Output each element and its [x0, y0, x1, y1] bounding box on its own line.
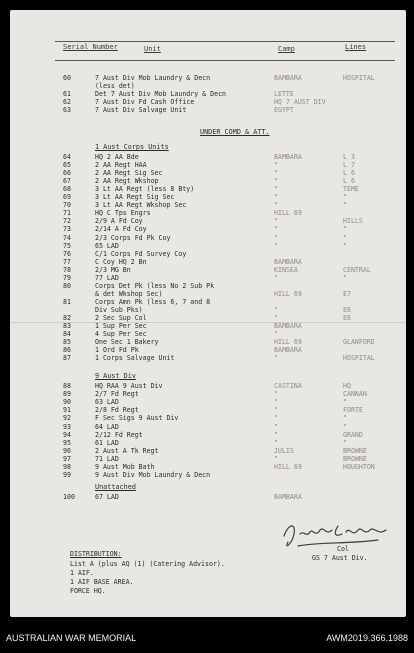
cell-camp: "	[274, 305, 278, 314]
distribution-line: FORCE HQ.	[70, 587, 106, 595]
cell-lines: "	[343, 233, 347, 242]
cell-serial: 71	[63, 209, 71, 218]
cell-unit: 1 Sup Per Sec	[95, 322, 147, 331]
cell-serial: 69	[63, 193, 71, 202]
cell-serial: 93	[63, 422, 71, 431]
cell-camp: "	[274, 330, 278, 339]
cell-lines: CANNAN	[343, 390, 367, 399]
cell-lines: E7	[343, 289, 351, 298]
cell-serial: 64	[63, 153, 71, 161]
cell-camp: "	[274, 201, 278, 210]
cell-lines: E6	[343, 305, 351, 314]
cell-serial: 75	[63, 241, 71, 250]
cell-unit: 65 LAD	[95, 241, 119, 250]
cell-unit: C Coy HQ 2 Bn	[95, 257, 147, 266]
cell-camp: "	[274, 241, 278, 250]
cell-lines: HOSPITAL	[343, 74, 375, 82]
cell-camp: "	[274, 398, 278, 407]
cell-camp: KINSEA	[274, 265, 298, 274]
cell-unit: 2/7 Fd Regt	[95, 390, 139, 399]
cell-serial: 81	[63, 297, 71, 306]
cell-unit: C/1 Corps Fd Survey Coy	[95, 249, 187, 258]
section-9div-heading: 9 Aust Div	[95, 372, 136, 380]
cell-unit: & det Wkshop Sec)	[95, 289, 163, 298]
cell-camp: "	[274, 217, 278, 226]
cell-unit: 64 LAD	[95, 422, 119, 431]
cell-unit: 3 Lt AA Regt Wkshop Sec	[95, 201, 187, 210]
cell-serial: 98	[63, 463, 71, 471]
cell-lines: HQ	[343, 382, 351, 390]
cell-serial: 66	[63, 169, 71, 178]
cell-camp: "	[274, 233, 278, 242]
cell-unit: 7 Aust Div Mob Laundry & Decn	[95, 74, 211, 82]
cell-lines: BROWNE	[343, 454, 367, 463]
cell-camp: "	[274, 225, 278, 234]
cell-camp: "	[274, 161, 278, 170]
cell-lines: FORTE	[343, 406, 363, 415]
cell-unit: 2/3 Corps Fd Pk Coy	[95, 233, 171, 242]
cell-unit: Det 7 Aust Div Mob Laundry & Decn	[95, 90, 227, 98]
cell-camp: "	[274, 422, 278, 431]
cell-unit: 9 Aust Mob Bath	[95, 463, 155, 471]
cell-unit: (less det)	[95, 82, 135, 90]
cell-serial: 76	[63, 249, 71, 258]
cell-camp: "	[274, 193, 278, 202]
cell-serial: 60	[63, 74, 71, 82]
cell-serial: 92	[63, 414, 71, 423]
cell-unit: 67 LAD	[95, 493, 119, 501]
cell-lines: "	[343, 438, 347, 447]
under-command-heading: UNDER COMD & ATT.	[200, 128, 270, 136]
cell-camp: HILL 69	[274, 289, 302, 298]
cell-serial: 65	[63, 161, 71, 170]
cell-unit: 2/14 A Fd Coy	[95, 225, 147, 234]
cell-unit: 9 Aust Div Mob Laundry & Decn	[95, 471, 211, 480]
cell-unit: Div Sub Pks)	[95, 305, 143, 314]
cell-unit: 2 AA Regt HAA	[95, 161, 147, 170]
distribution-line: 1 AIF BASE AREA.	[70, 578, 134, 586]
cell-camp: EGYPT	[274, 106, 294, 114]
cell-camp: BAMBARA	[274, 74, 302, 82]
cell-camp: "	[274, 169, 278, 178]
cell-serial: 97	[63, 454, 71, 463]
signature-appointment: GS 7 Aust Div.	[312, 554, 368, 562]
cell-lines: HOSPITAL	[343, 354, 375, 363]
header-lines: Lines	[345, 43, 367, 51]
cell-serial: 90	[63, 398, 71, 407]
cell-unit: 2/8 Fd Regt	[95, 406, 139, 415]
document-page	[10, 10, 406, 617]
cell-serial: 88	[63, 382, 71, 390]
cell-lines: TEME	[343, 185, 359, 194]
cell-unit: 2 Sec Sup Col	[95, 314, 147, 322]
cell-serial: 78	[63, 265, 71, 274]
cell-lines: GRAND	[343, 430, 363, 439]
footer-accession: AWM2019.366.1988	[326, 633, 408, 643]
cell-lines: L 7	[343, 161, 355, 170]
cell-unit: 71 LAD	[95, 454, 119, 463]
cell-lines: "	[343, 201, 347, 210]
cell-serial: 85	[63, 338, 71, 347]
cell-camp: BAMBARA	[274, 257, 302, 266]
cell-unit: F Sec Sigs 9 Aust Div	[95, 414, 179, 423]
cell-camp: "	[274, 414, 278, 423]
cell-unit: 2/12 Fd Regt	[95, 430, 143, 439]
cell-camp: "	[274, 406, 278, 415]
cell-unit: 63 LAD	[95, 398, 119, 407]
cell-serial: 83	[63, 322, 71, 331]
distribution-heading: DISTRIBUTION:	[70, 550, 122, 558]
cell-lines: L 3	[343, 153, 355, 161]
cell-unit: 61 LAD	[95, 438, 119, 447]
table-row	[10, 106, 406, 115]
cell-lines: HILLS	[343, 217, 363, 226]
header-serial: Serial Number	[63, 43, 118, 51]
cell-unit: 3 Lt AA Regt (less 8 Bty)	[95, 185, 195, 194]
cell-serial: 77	[63, 257, 71, 266]
cell-serial: 99	[63, 471, 71, 480]
cell-serial: 82	[63, 314, 71, 322]
cell-unit: Corps Det Pk (less No 2 Sub Pk	[95, 281, 215, 290]
cell-serial: 89	[63, 390, 71, 399]
cell-unit: 7 Aust Div Fd Cash Office	[95, 98, 195, 106]
cell-lines: "	[343, 422, 347, 431]
section-corps-heading: 1 Aust Corps Units	[95, 143, 169, 151]
cell-unit: HQ RAA 9 Aust Div	[95, 382, 163, 390]
cell-serial: 94	[63, 430, 71, 439]
cell-serial: 62	[63, 98, 71, 106]
archive-footer	[0, 617, 414, 653]
cell-lines: L 6	[343, 177, 355, 186]
cell-camp: BAMBARA	[274, 493, 302, 501]
header-rule-top	[55, 41, 395, 42]
cell-camp: "	[274, 177, 278, 186]
cell-camp: "	[274, 390, 278, 399]
cell-unit: HQ C Tps Engrs	[95, 209, 151, 218]
cell-serial: 96	[63, 446, 71, 455]
cell-camp: BAMBARA	[274, 346, 302, 355]
cell-serial: 73	[63, 225, 71, 234]
cell-unit: 2/9 A Fd Coy	[95, 217, 143, 226]
cell-camp: BAMBARA	[274, 322, 302, 331]
cell-camp: HILL 69	[274, 209, 302, 218]
cell-camp: "	[274, 314, 278, 322]
cell-serial: 79	[63, 273, 71, 282]
cell-serial: 95	[63, 438, 71, 447]
distribution-line: 1 AIF.	[70, 569, 94, 577]
cell-unit: 2 AA Regt Sig Sec	[95, 169, 163, 178]
cell-lines: BROWNE	[343, 446, 367, 455]
table-row	[10, 493, 406, 502]
cell-camp: JULIS	[274, 446, 294, 455]
header-rule-bottom	[55, 60, 395, 61]
cell-serial: 72	[63, 217, 71, 226]
cell-serial: 91	[63, 406, 71, 415]
cell-camp: HQ 7 AUST DIV	[274, 98, 326, 106]
cell-serial: 68	[63, 185, 71, 194]
cell-camp: "	[274, 430, 278, 439]
cell-lines: E6	[343, 314, 351, 322]
signature-rank: Col	[337, 545, 349, 553]
cell-unit: 2 AA Regt Wkshop	[95, 177, 159, 186]
cell-serial: 67	[63, 177, 71, 186]
cell-lines: "	[343, 273, 347, 282]
cell-lines: "	[343, 225, 347, 234]
cell-serial: 100	[63, 493, 75, 501]
cell-serial: 86	[63, 346, 71, 355]
cell-serial: 70	[63, 201, 71, 210]
distribution-line: List A (plus AQ (1) (Catering Advisor).	[70, 560, 225, 568]
cell-unit: 77 LAD	[95, 273, 119, 282]
header-unit: Unit	[144, 45, 161, 53]
cell-lines: HOUGHTON	[343, 463, 375, 471]
cell-serial: 63	[63, 106, 71, 114]
cell-lines: L 6	[343, 169, 355, 178]
cell-camp: "	[274, 185, 278, 194]
cell-unit: Corps Amn Pk (less 6, 7 and 8	[95, 297, 211, 306]
cell-unit: 4 Sup Per Sec	[95, 330, 147, 339]
cell-serial: 80	[63, 281, 71, 290]
cell-serial: 84	[63, 330, 71, 339]
cell-unit: 2 Aust A Tk Regt	[95, 446, 159, 455]
table-row	[10, 471, 406, 480]
cell-unit: HQ 2 AA Bde	[95, 153, 139, 161]
table-row	[10, 354, 406, 363]
cell-unit: 7 Aust Div Salvage Unit	[95, 106, 187, 114]
cell-unit: 2/3 MG Bn	[95, 265, 131, 274]
cell-lines: GLANFORD	[343, 338, 375, 347]
cell-camp: "	[274, 273, 278, 282]
cell-camp: LETTE	[274, 90, 294, 98]
cell-unit: 3 Lt AA Regt Sig Sec	[95, 193, 175, 202]
cell-unit: 1 Ord Fd Pk	[95, 346, 139, 355]
cell-camp: BAMBARA	[274, 153, 302, 161]
cell-lines: CENTRAL	[343, 265, 371, 274]
cell-camp: CASTINA	[274, 382, 302, 390]
cell-serial: 87	[63, 354, 71, 363]
header-camp: Camp	[278, 45, 295, 53]
cell-camp: "	[274, 438, 278, 447]
cell-camp: "	[274, 354, 278, 363]
footer-institution: AUSTRALIAN WAR MEMORIAL	[6, 633, 137, 643]
cell-lines: "	[343, 241, 347, 250]
cell-unit: 1 Corps Salvage Unit	[95, 354, 175, 363]
cell-lines: "	[343, 193, 347, 202]
cell-camp: HILL 69	[274, 338, 302, 347]
section-unattached-heading: Unattached	[95, 483, 136, 491]
cell-serial: 61	[63, 90, 71, 98]
cell-lines: "	[343, 414, 347, 423]
cell-camp: HILL 69	[274, 463, 302, 471]
cell-camp: "	[274, 454, 278, 463]
cell-lines: "	[343, 398, 347, 407]
cell-serial: 74	[63, 233, 71, 242]
cell-unit: One Sec 1 Bakery	[95, 338, 159, 347]
